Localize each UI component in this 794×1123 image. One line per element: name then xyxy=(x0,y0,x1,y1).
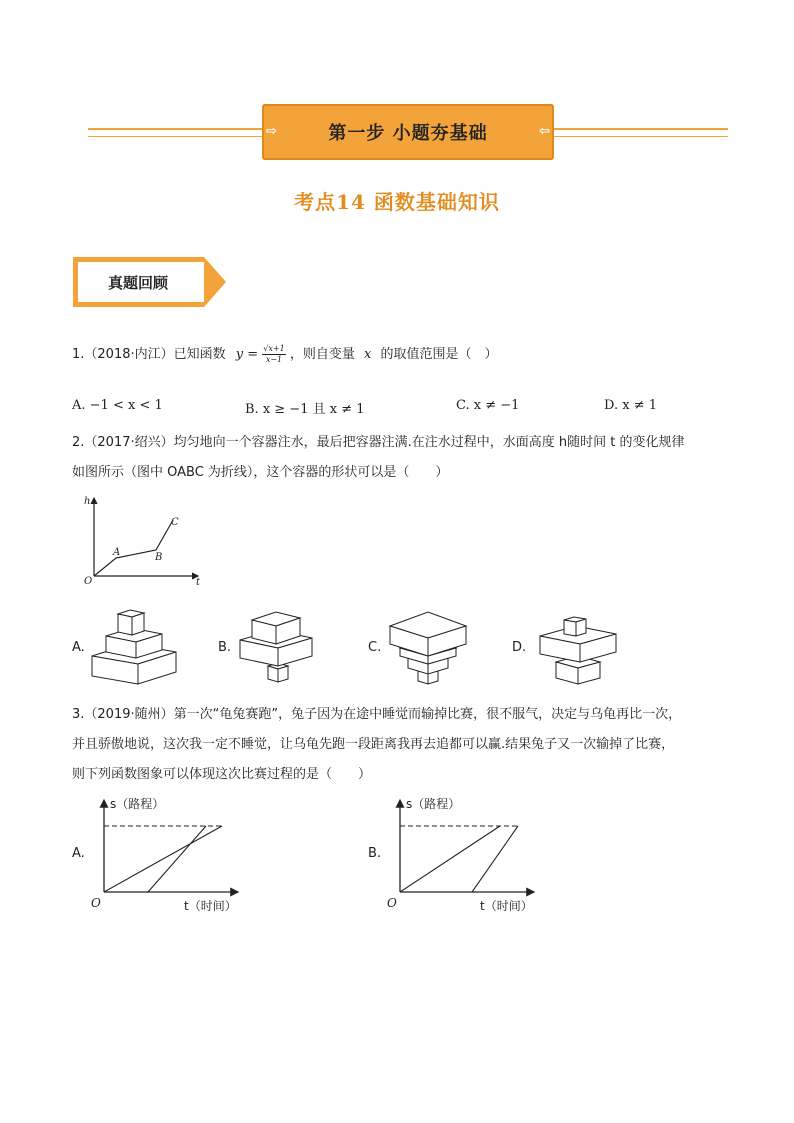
banner-line-right-bottom xyxy=(554,136,728,137)
q2-label-t: t xyxy=(196,577,201,588)
q1-option-d[interactable]: D. x ≠ 1 xyxy=(604,398,657,413)
q2-option-b-figure[interactable] xyxy=(238,604,314,688)
q2-option-a-figure[interactable] xyxy=(88,604,180,688)
q1-text-before: 1.（2018·内江）已知函数 xyxy=(72,347,226,362)
q2-label-c: C xyxy=(171,517,179,528)
q2-label-h: h xyxy=(84,496,91,507)
banner-line-left-bottom xyxy=(88,136,262,137)
q3-line-3: 则下列函数图象可以体现这次比赛过程的是（ ） xyxy=(72,767,372,782)
q1-fraction-num: √x+1 xyxy=(263,344,285,353)
review-label: 真题回顾 xyxy=(107,274,168,292)
q3-option-b-label[interactable]: B. xyxy=(368,846,382,861)
q2-option-d-label[interactable]: D. xyxy=(512,640,527,655)
q3-graph-b-xlabel: t（时间） xyxy=(480,899,533,913)
q3-line-1: 3.（2019·随州）第一次“龟兔赛跑”，兔子因为在途中睡觉而输掉比赛，很不服气，决定与乌龟再比一次， xyxy=(72,707,682,722)
q2-option-a-label[interactable]: A. xyxy=(72,640,85,655)
q3-graph-b-ylabel: s（路程） xyxy=(406,797,461,811)
q1-var: x xyxy=(363,347,372,362)
q1-option-b[interactable]: B. x ≥ −1 且 x ≠ 1 xyxy=(245,402,365,417)
q2-graph xyxy=(78,492,208,588)
q2-line-2: 如图所示（图中 OABC 为折线），这个容器的形状可以是（ ） xyxy=(72,465,449,480)
q2-option-b-label[interactable]: B. xyxy=(218,640,232,655)
q2-line-1: 2.（2017·绍兴）均匀地向一个容器注水，最后把容器注满.在注水过程中，水面高度 h随时间 t 的变化规律 xyxy=(72,435,685,450)
banner-line-right-top xyxy=(554,128,728,130)
q2-label-a: A xyxy=(113,547,121,558)
q2-option-d-figure[interactable] xyxy=(538,608,618,688)
q1-fraction-den: x−1 xyxy=(265,355,283,364)
banner-title: 第一步 小题夯基础 xyxy=(328,123,488,144)
q3-graph-b-origin: O xyxy=(387,896,397,910)
q2-label-o: O xyxy=(84,576,93,587)
q2-label-b: B xyxy=(155,552,163,563)
q1-text-end: 的取值范围是（ ） xyxy=(380,347,498,362)
q3-option-a-label[interactable]: A. xyxy=(72,846,85,861)
q1-fraction xyxy=(262,344,285,365)
q2-option-c-label[interactable]: C. xyxy=(368,640,382,655)
q2-option-c-figure[interactable] xyxy=(388,608,468,688)
arrow-right-icon: ⇨ xyxy=(266,124,277,139)
arrow-left-icon: ⇦ xyxy=(539,124,550,139)
banner-line-left-top xyxy=(88,128,262,130)
q1-stem xyxy=(72,342,497,368)
q3-graph-a-xlabel: t（时间） xyxy=(184,899,237,913)
q3-graph-b[interactable] xyxy=(384,794,554,918)
q1-text-after: ，则自变量 xyxy=(289,347,355,362)
q1-func-y: y = xyxy=(235,347,259,362)
q3-graph-a[interactable] xyxy=(88,794,258,918)
banner xyxy=(262,104,554,160)
q1-option-c[interactable]: C. x ≠ −1 xyxy=(456,398,520,413)
q1-option-a[interactable]: A. −1 < x < 1 xyxy=(72,398,163,413)
section-title: 考点14 函数基础知识 xyxy=(294,190,500,214)
q3-line-2: 并且骄傲地说，这次我一定不睡觉，让乌龟先跑一段距离我再去追都可以赢.结果兔子又一次输掉了比赛， xyxy=(72,737,675,752)
q3-graph-a-ylabel: s（路程） xyxy=(110,797,165,811)
q3-graph-a-origin: O xyxy=(91,896,101,910)
